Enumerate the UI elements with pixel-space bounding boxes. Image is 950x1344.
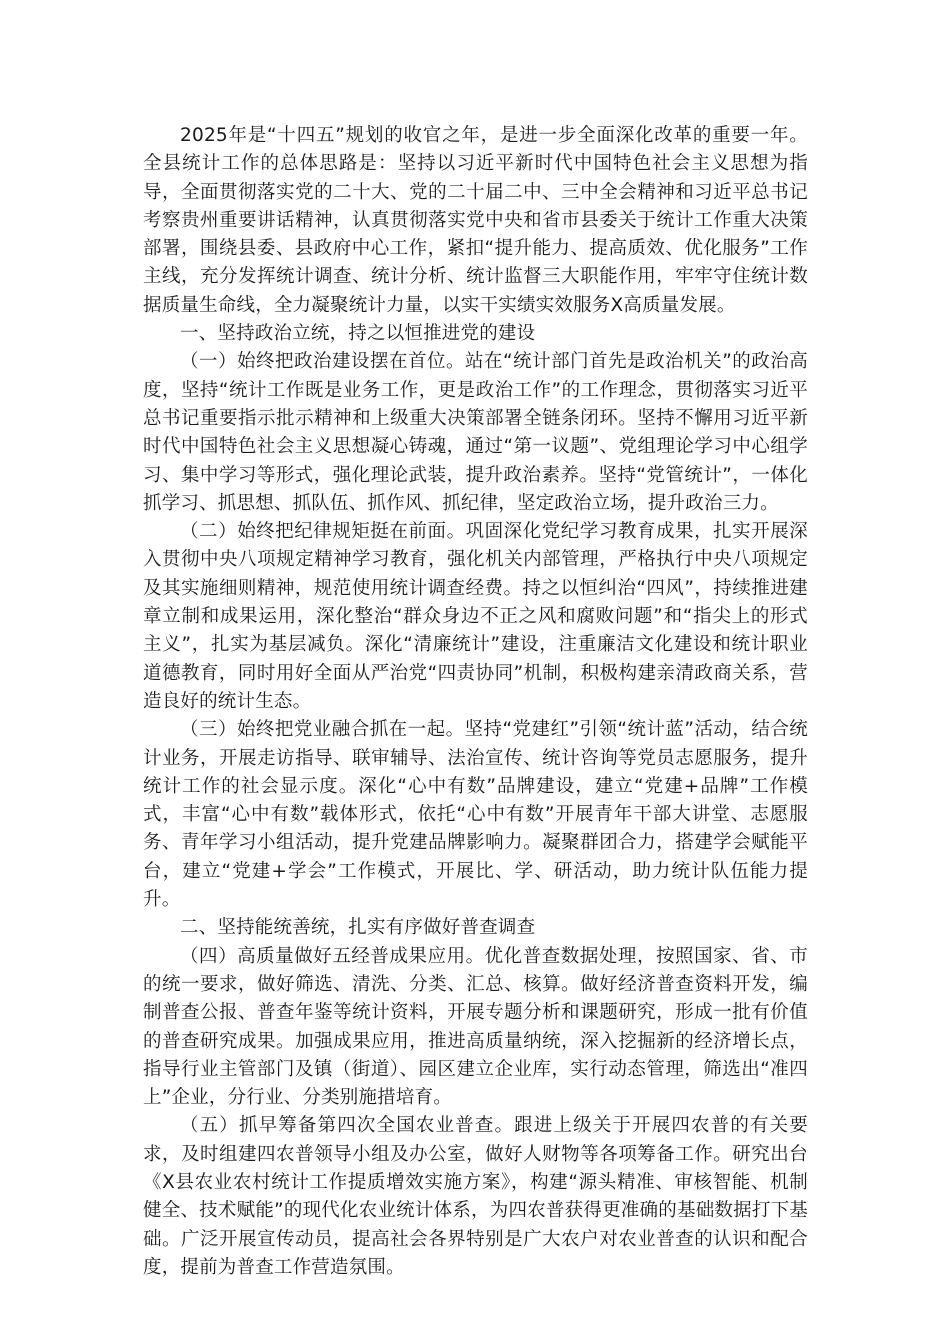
paragraph-item-2: （二）始终把纪律规矩挺在前面。巩固深化党纪学习教育成果，扎实开展深入贯彻中央八项规定精神学习教育，强化机关内部管理，严格执行中央八项规定及其实施细则精神，规范使用统计调查经费。持之以恒纠治“四风”，持续推进建章立制和成果运用，深化整治“群众身边不正之风和腐败问题”和“指尖上的形式主义”，扎实为基层减负。深化“清廉统计”建设，注重廉洁文化建设和统计职业道德教育，同时用好全面从严治党“四责协同”机制，积极构建亲清政商关系，营造良好的统计生态。 — [143, 521, 808, 712]
paragraph-item-4: （四）高质量做好五经普成果应用。优化普查数据处理，按照国家、省、市的统一要求，做好筛选、清洗、分类、汇总、核算。做好经济普查资料开发，编制普查公报、普查年鉴等统计资料，开展专题分析和课题研究，形成一批有价值的普查研究成果。加强成果应用，推进高质量纳统，深入挖掘新的经济增长点，指导行业主管部门及镇（街道）、园区建立企业库，实行动态管理，筛选出“准四上”企业，分行业、分类别施措培育。 — [143, 945, 808, 1109]
paragraph-item-5: （五）抓早筹备第四次全国农业普查。跟进上级关于开展四农普的有关要求，及时组建四农普领导小组及办公室，做好人财物等各项筹备工作。研究出台《X县农业农村统计工作提质增效实施方案》，构建“源头精准、审核智能、机制健全、技术赋能”的现代化农业统计体系，为四农普获得更准确的基础数据打下基础。广泛开展宣传动员，提高社会各界特别是广大农户对农业普查的认识和配合度，提前为普查工作营造氛围。 — [143, 1115, 808, 1278]
document-page — [143, 122, 808, 1282]
intro-paragraph: 2025年是“十四五”规划的收官之年，是进一步全面深化改革的重要一年。全县统计工作的总体思路是：坚持以习近平新时代中国特色社会主义思想为指导，全面贯彻落实党的二十大、党的二十届二中、三中全会精神和习近平总书记考察贵州重要讲话精神，认真贯彻落实党中央和省市县委关于统计工作重大决策部署，围绕县委、县政府中心工作，紧扣“提升能力、提高质效、优化服务”工作主线，充分发挥统计调查、统计分析、统计监督三大职能作用，牢牢守住统计数据质量生命线，全力凝聚统计力量，以实干实绩实效服务X高质量发展。 — [143, 125, 808, 316]
section-heading-1: 一、坚持政治立统，持之以恒推进党的建设 — [180, 323, 536, 345]
section-heading-2: 二、坚持能统善统，扎实有序做好普查调查 — [180, 917, 536, 939]
paragraph-item-3: （三）始终把党业融合抓在一起。坚持“党建红”引领“统计蓝”活动，结合统计业务，开展走访指导、联审辅导、法治宣传、统计咨询等党员志愿服务，提升统计工作的社会显示度。深化“心中有数”品牌建设，建立“党建+品牌”工作模式，丰富“心中有数”载体形式，依托“心中有数”开展青年干部大讲堂、志愿服务、青年学习小组活动，提升党建品牌影响力。凝聚群团合力，搭建学会赋能平台，建立“党建+学会”工作模式，开展比、学、研活动，助力统计队伍能力提升。 — [143, 719, 808, 911]
paragraph-item-1: （一）始终把政治建设摆在首位。站在“统计部门首先是政治机关”的政治高度，坚持“统计工作既是业务工作，更是政治工作”的工作理念，贯彻落实习近平总书记重要指示批示精神和上级重大决策部署全链条闭环。坚持不懈用习近平新时代中国特色社会主义思想凝心铸魂，通过“第一议题”、党组理论学习中心组学习、集中学习等形式，强化理论武装，提升政治素养。坚持“党管统计”，一体化抓学习、抓思想、抓队伍、抓作风、抓纪律，坚定政治立场，提升政治三力。 — [143, 351, 808, 514]
